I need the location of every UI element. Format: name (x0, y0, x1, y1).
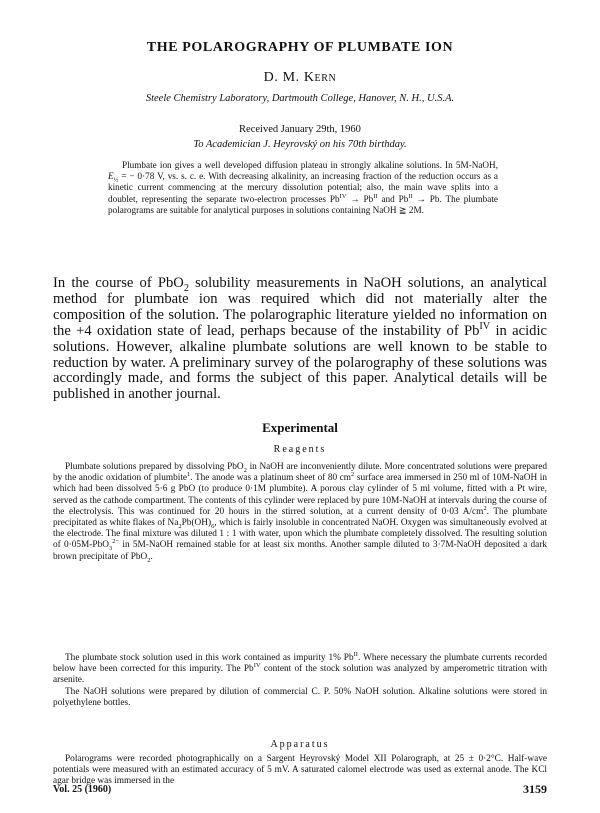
reagents-text-d: surface area immersed in 250 ml of 10M-NaOH in which had been dissolved 5·6 g PbO (to produce 0·1M plumbite). A porous clay cylinder of 5 ml volume, fitted with a Pt wire, served as the cathode compartment. The contents of this cylinder were replaced by pure 10M-NaOH at intervals during the course of the electrolysis. This was continued for 20 hours in the stirred solution, at a current density of 0·03 A/cm (53, 473, 547, 517)
abstract-and: and Pb (377, 193, 409, 204)
reagents-sub-a: 2 (243, 466, 247, 474)
abstract-sup-iv: IV (339, 192, 347, 200)
e-half-subscript: ½ (113, 177, 119, 185)
author-name: D. M. Kern (263, 70, 337, 85)
apparatus-paragraph (53, 754, 547, 788)
reagents3-text: The NaOH solutions were prepared by dilution of commercial C. P. 50% NaOH solution. Alkaline solutions were stored in polyethylene bottles. (53, 687, 547, 709)
reagents-text-f: Pb(OH) (181, 518, 212, 529)
abstract (108, 160, 498, 216)
paper-title: THE POLAROGRAPHY OF PLUMBATE ION (146, 40, 454, 55)
reagents-text-c: . The anode was a platinum sheet of 80 cm (190, 473, 352, 484)
reagents-paragraph-1 (53, 462, 547, 563)
reagents-sub-oh: 6 (211, 522, 215, 530)
reagents-sup-cm2-b: 2 (483, 504, 487, 512)
subheading-apparatus: Apparatus (270, 739, 330, 750)
reagents2-text-c: content of the stock solution was analyzed by amperometric titration with arsenite. (53, 664, 547, 686)
reagents-sup-cm2: 2 (351, 471, 355, 479)
reagents-text-e: . The plumbate precipitated as white flakes of Na (53, 506, 547, 529)
abstract-sup-ii: II (373, 192, 378, 200)
reagents-paragraph-3 (53, 687, 547, 709)
abstract-text-2: = − 0·78 V, vs. s. c. e. With decreasing alkalinity, an increasing fraction of the reduction occurs as a kinetic current commencing at the mercury dissolution potential; also, the main wave splits into a doublet, representing the separate two-electron processes Pb (108, 171, 498, 204)
author-affiliation: Steele Chemistry Laboratory, Dartmouth College, Hanover, N. H., U.S.A. (145, 93, 455, 104)
intro-sup-iv: IV (479, 320, 491, 332)
reagents-sub-na: 2 (178, 522, 182, 530)
reagents-text-b: in NaOH are inconveniently dilute. More concentrated solutions were prepared by the anodic oxidation of plumbite (53, 462, 547, 484)
abstract-text-3: → Pb. The plumbate polarograms are suitable for analytical purposes in solutions containing NaOH ≧ 2M. (108, 193, 498, 215)
abstract-text-1: Plumbate ion gives a well developed diffusion plateau in strongly alkaline solutions. In 5M-NaOH, (122, 160, 498, 170)
intro-sub-2: 2 (183, 282, 189, 294)
intro-text-3: in acidic solutions. However, alkaline plumbate solutions are well known to be stable to reduction by water. A preliminary survey of the polarography of these solutions was accordingly made, and forms the subject of this paper. Analytical details will be published in another journal. (53, 322, 547, 403)
abstract-sup-ii-b: II (408, 192, 413, 200)
e-half-symbol: E (108, 171, 114, 182)
reagents-footnote-ref: 1 (187, 471, 191, 479)
reagents-sub-pbo: 3 (108, 545, 113, 553)
reagents-text-h: in 5M-NaOH remained stable for at least six months. Another sample diluted to 3·7M-NaOH deposited a dark brown precipitate of PbO (53, 540, 547, 562)
abstract-arrow-1: → Pb (346, 193, 374, 204)
dedication: To Academician J. Heyrovský on his 70th birthday. (193, 139, 407, 150)
received-date: Received January 29th, 1960 (239, 124, 361, 135)
reagents-paragraph-2 (53, 650, 547, 687)
reagents-text-i: . (150, 551, 153, 562)
reagents2-sup-iv: IV (253, 662, 261, 670)
reagents-text-a: Plumbate solutions prepared by dissolving PbO (65, 462, 244, 472)
reagents2-text-b: . Where necessary the plumbate currents recorded below have been corrected for this impurity. The Pb (53, 653, 547, 675)
section-heading-experimental: Experimental (262, 420, 338, 435)
reagents-sub-end: 2 (147, 556, 151, 564)
intro-text-2: solubility measurements in NaOH solutions, an analytical method for plumbate ion was required which did not materially alter the composition of the solution. The polarographic literature yielded no information on the +4 oxidation state of lead, perhaps because of the instability of Pb (53, 275, 547, 339)
subheading-reagents: Reagents (273, 444, 327, 455)
introduction-paragraph (53, 276, 547, 403)
page-number: 3159 (523, 782, 547, 796)
reagents2-sup-ii: II (353, 650, 358, 658)
reagents2-text-a: The plumbate stock solution used in this work contained as impurity 1% Pb (65, 653, 354, 663)
intro-text-1: In the course of PbO (53, 275, 184, 291)
journal-volume: Vol. 25 (1960) (53, 784, 112, 795)
reagents-sup-charge: 2− (112, 538, 120, 546)
apparatus-text: Polarograms were recorded photographically on a Sargent Heyrovský Model XII Polarograph, at 25 ± 0·2°C. Half-wave potentials were measured with an estimated accuracy of 5 mV. A saturated calomel electrode was used as external anode. The KCl agar bridge was immersed in the (53, 754, 547, 787)
reagents-text-g: , which is fairly insoluble in concentrated NaOH. Oxygen was simultaneously evolved at the electrode. The final mixture was diluted 1 : 1 with water, upon which the plumbate completely dissolved. The resulting solution of 0·05M-PbO (53, 518, 548, 551)
